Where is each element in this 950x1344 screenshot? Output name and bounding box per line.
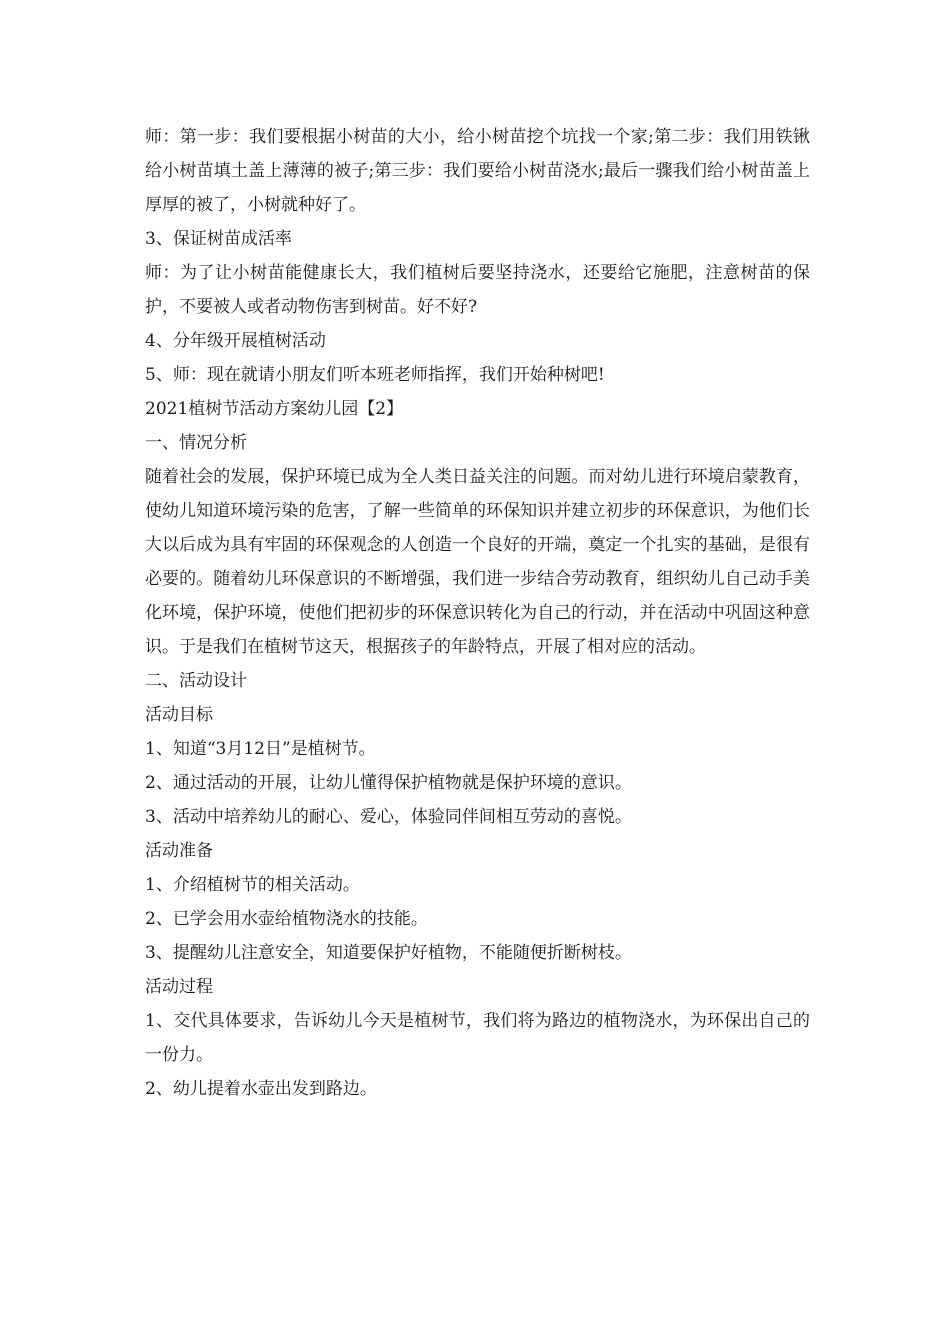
heading-activity-design: 二、活动设计 — [145, 671, 247, 691]
list-item-goal-2: 2、通过活动的开展，让幼儿懂得保护植物就是保护环境的意识。 — [145, 773, 632, 793]
heading-survival-rate: 3、保证树苗成活率 — [145, 229, 292, 249]
paragraph-watering: 师：为了让小树苗能健康长大，我们植树后要坚持浇水，还要给它施肥，注意树苗的保护，不要被人或者动物伤害到树苗。好不好? — [145, 263, 810, 317]
paragraph-analysis: 随着社会的发展，保护环境已成为全人类日益关注的问题。而对幼儿进行环境启蒙教育，使幼儿知道环境污染的危害，了解一些简单的环保知识并建立初步的环保意识，为他们长大以后成为具有牢固的环保观念的人创造一个良好的开端，奠定一个扎实的基础，是很有必要的。随着幼儿环保意识的不断增强，我们进一步结合劳动教育，组织幼儿自己动手美化环境，保护环境，使他们把初步的环保意识转化为自己的行动，并在活动中巩固这种意识。于是我们在植树节这天，根据孩子的年龄特点，开展了相对应的活动。 — [145, 467, 810, 657]
heading-activity-prep: 活动准备 — [145, 841, 213, 861]
list-item-process-1: 1、交代具体要求，告诉幼儿今天是植树节，我们将为路边的植物浇水，为环保出自己的一份力。 — [145, 1011, 810, 1065]
document-body — [145, 120, 810, 1106]
heading-situation-analysis: 一、情况分析 — [145, 433, 247, 453]
section-title: 2021植树节活动方案幼儿园【2】 — [145, 399, 404, 419]
heading-activity-goals: 活动目标 — [145, 705, 213, 725]
list-item-prep-3: 3、提醒幼儿注意安全，知道要保护好植物，不能随便折断树枝。 — [145, 943, 632, 963]
paragraph-start-planting: 5、师：现在就请小朋友们听本班老师指挥，我们开始种树吧! — [145, 365, 605, 385]
list-item-prep-2: 2、已学会用水壶给植物浇水的技能。 — [145, 909, 428, 929]
list-item-goal-3: 3、活动中培养幼儿的耐心、爱心，体验同伴间相互劳动的喜悦。 — [145, 807, 632, 827]
list-item-goal-1: 1、知道“3月12日”是植树节。 — [145, 739, 376, 759]
paragraph-steps: 师：第一步：我们要根据小树苗的大小，给小树苗挖个坑找一个家;第二步：我们用铁锹给小树苗填土盖上薄薄的被子;第三步：我们要给小树苗浇水;最后一骤我们给小树苗盖上厚厚的被了，小树就种好了。 — [145, 127, 810, 215]
heading-grade-activity: 4、分年级开展植树活动 — [145, 331, 326, 351]
heading-activity-process: 活动过程 — [145, 977, 213, 997]
list-item-prep-1: 1、介绍植树节的相关活动。 — [145, 875, 360, 895]
list-item-process-2: 2、幼儿提着水壶出发到路边。 — [145, 1079, 377, 1099]
